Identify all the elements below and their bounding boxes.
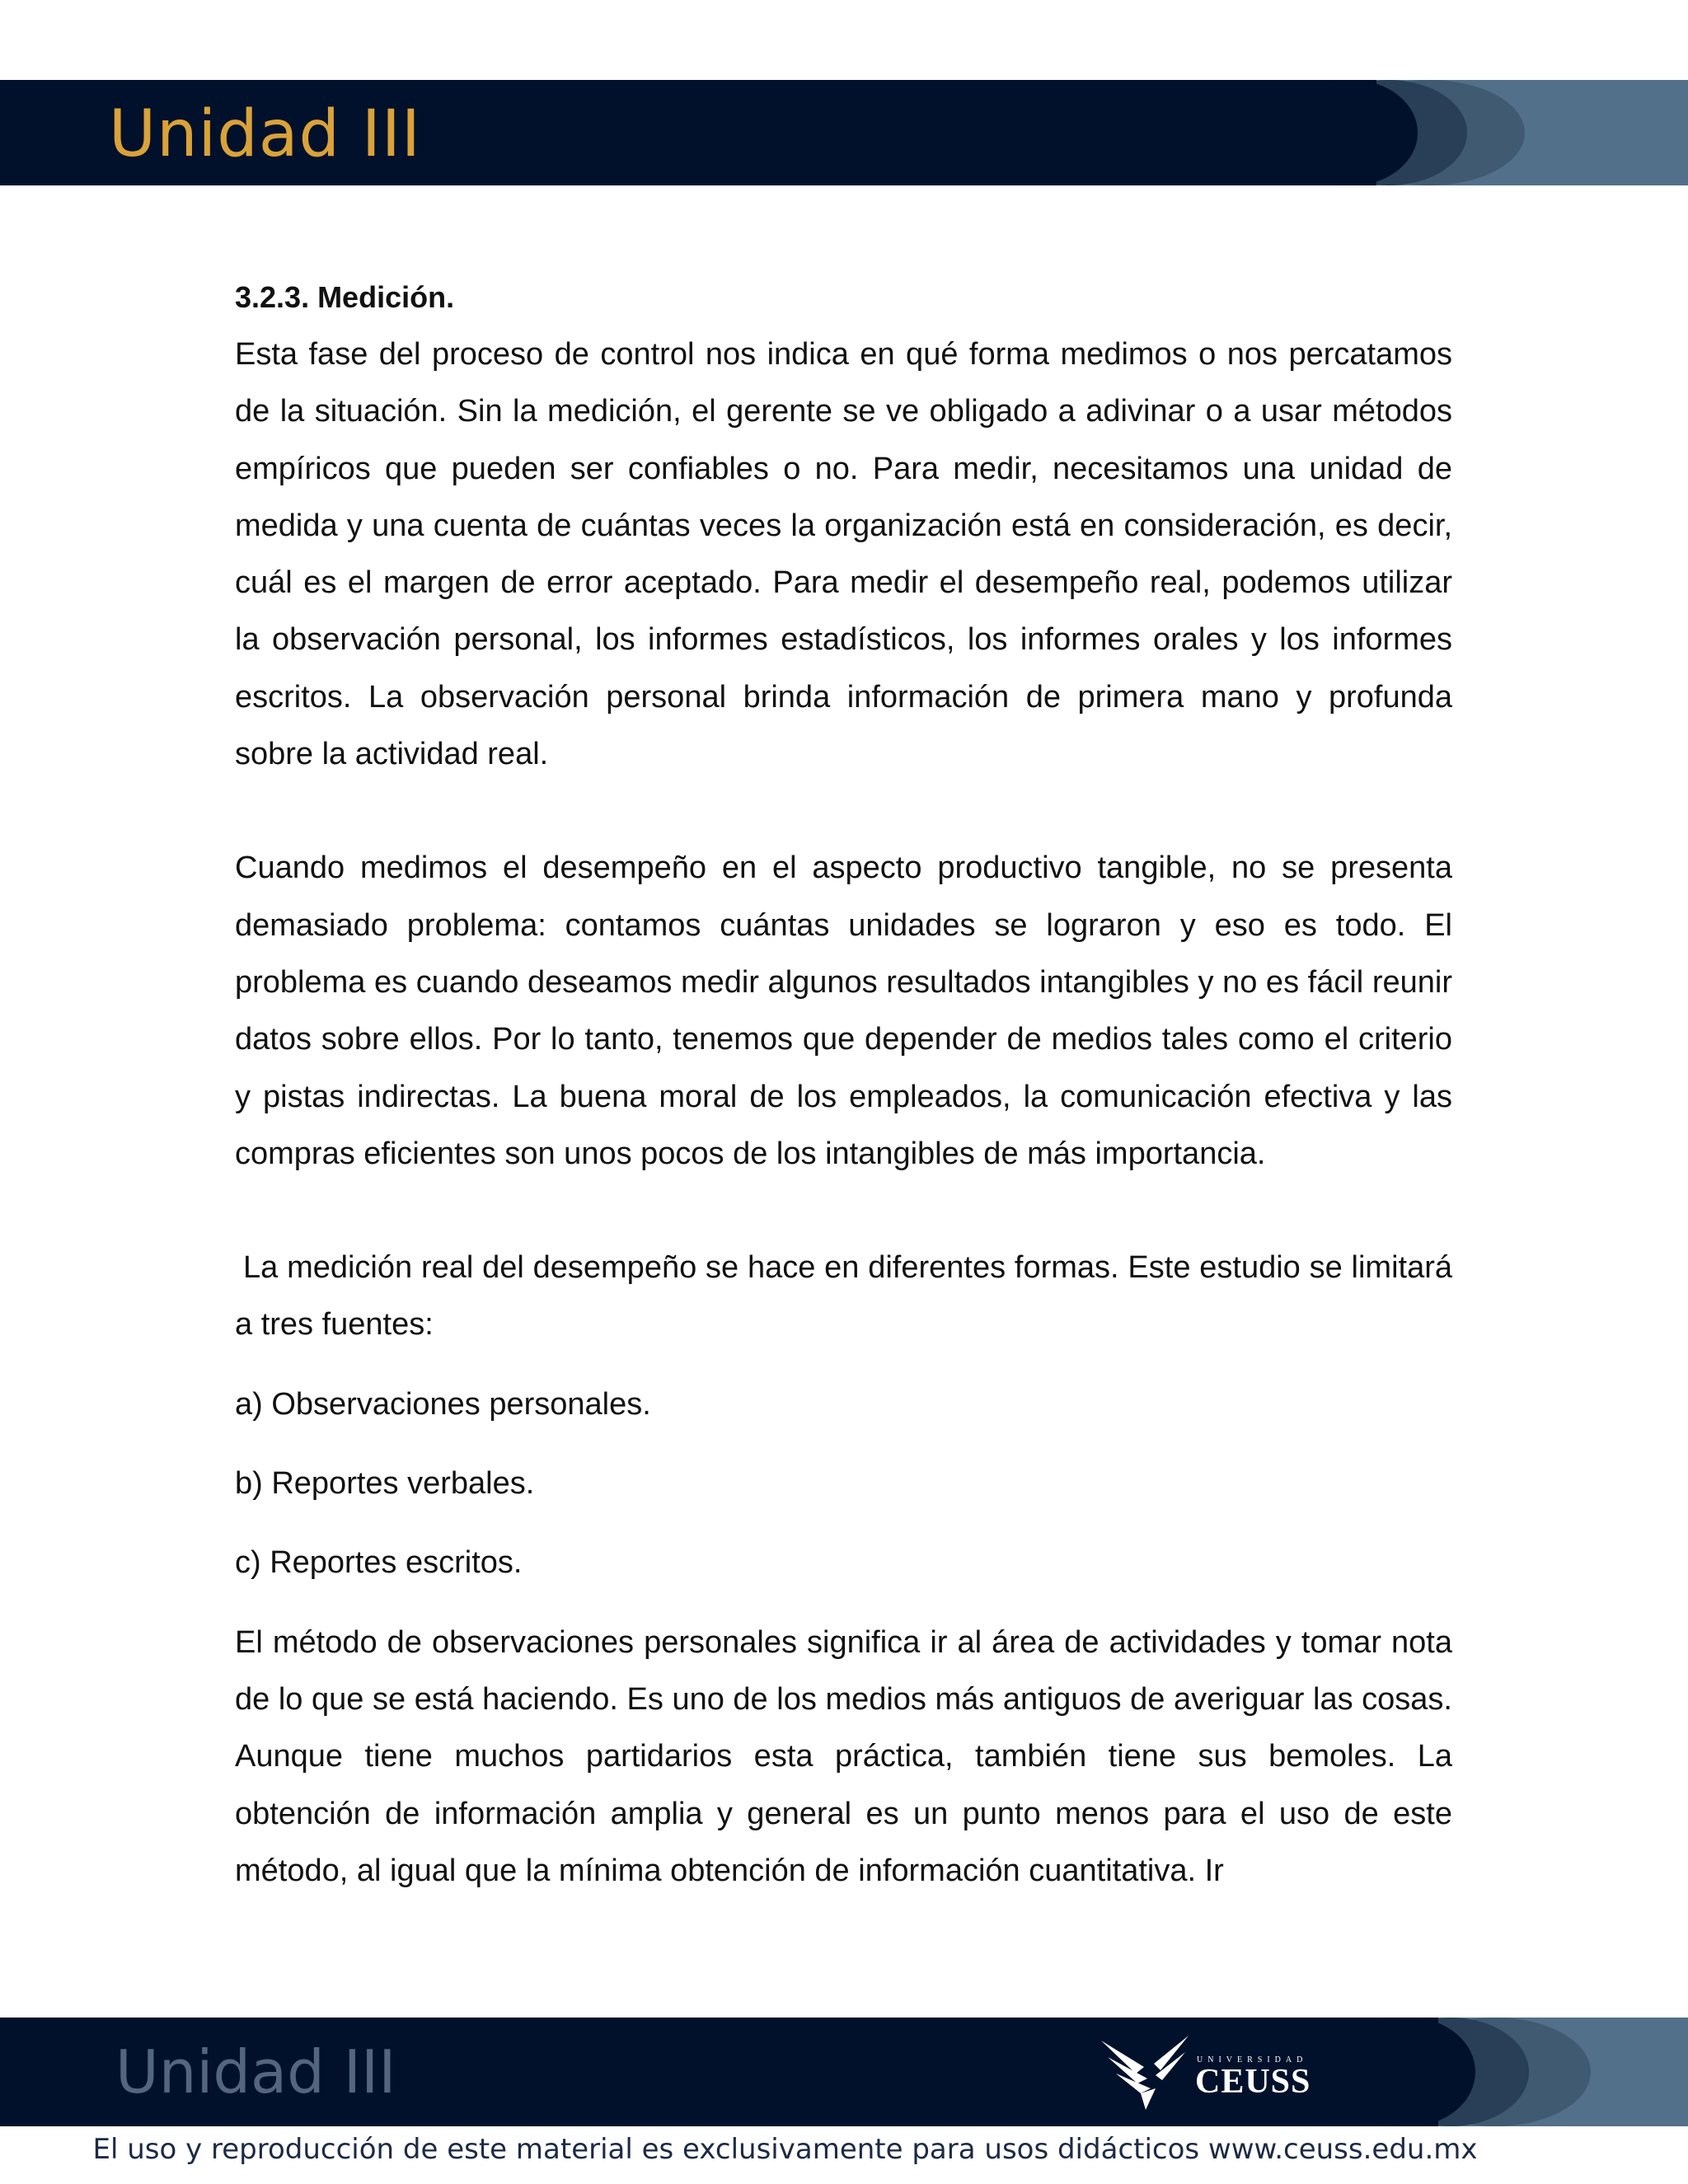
list-item-b: b) Reportes verbales. (235, 1466, 535, 1502)
eagle-icon (1096, 2031, 1195, 2113)
footer-notice: El uso y reproducción de este material es exclusivamente para usos didácticos www.ceuss.edu.mx (92, 2133, 1478, 2166)
footer-band (0, 2018, 1688, 2126)
header-band (0, 80, 1688, 185)
list-item-c: c) Reportes escritos. (235, 1545, 523, 1581)
paragraph-2: Cuando medimos el desempeño en el aspecto productivo tangible, no se presenta demasiado problema: contamos cuántas unidades se lograron y eso es todo. El problema es cuando deseamos medir algunos resultados intangibles y no es fácil reunir datos sobre ellos. Por lo tanto, tenemos que depender de medios tales como el criterio y pistas indirectas. La buena moral de los empleados, la comunicación efectiva y las compras eficientes son unos pocos de los intangibles de más importancia. (235, 851, 1452, 1171)
document-content (235, 272, 1452, 1900)
section-heading: 3.2.3. Medición. (235, 280, 455, 314)
paragraph-1: Esta fase del proceso de control nos indica en qué forma medimos o nos percatamos de la situación. Sin la medición, el gerente se ve obligado a adivinar o a usar métodos empíricos que pueden ser confiables o no. Para medir, necesitamos una unidad de medida y una cuenta de cuántas veces la organización está en consideración, es decir, cuál es el margen de error aceptado. Para medir el desempeño real, podemos utilizar la observación personal, los informes estadísticos, los informes orales y los informes escritos. La observación personal brinda información de primera mano y profunda sobre la actividad real. (235, 337, 1452, 772)
header-title: Unidad III (109, 97, 421, 171)
header-decoration-inner (1286, 80, 1418, 185)
paragraph-3: La medición real del desempeño se hace en diferentes formas. Este estudio se limitará a tres fuentes: (235, 1250, 1452, 1343)
paragraph-4: El método de observaciones personales significa ir al área de actividades y tomar nota de lo que se está haciendo. Es uno de los medios más antiguos de averiguar las cosas. Aunque tiene muchos partidarios esta práctica, también tiene sus bemoles. La obtención de información amplia y general es un punto menos para el uso de este método, al igual que la mínima obtención de información cuantitativa. Ir (235, 1624, 1452, 1888)
footer-decoration-inner (1343, 2018, 1475, 2126)
list-item-a: a) Observaciones personales. (235, 1386, 651, 1422)
footer-title: Unidad III (115, 2037, 396, 2107)
logo-name: CEUSS (1195, 2063, 1311, 2101)
ceuss-logo (1096, 2031, 1343, 2113)
logo-small-text: UNIVERSIDAD (1197, 2055, 1308, 2064)
